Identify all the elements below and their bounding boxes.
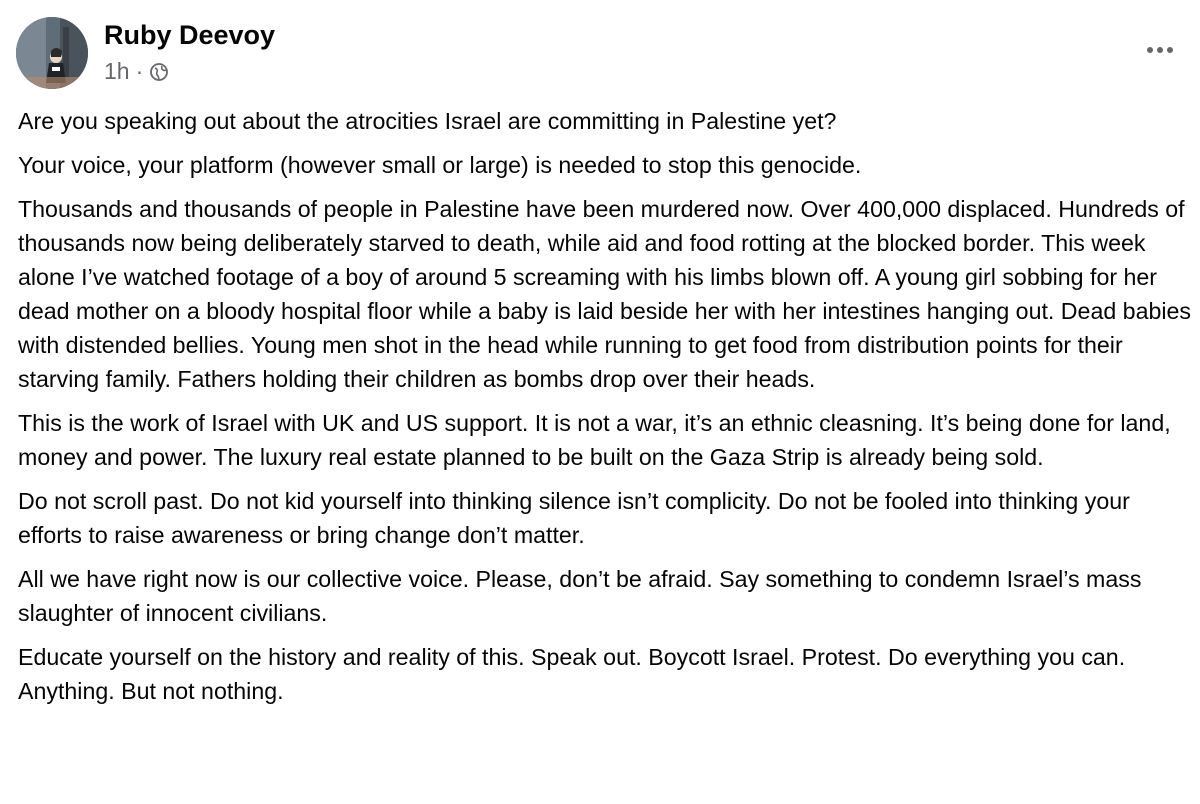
post-paragraph: Do not scroll past. Do not kid yourself into thinking silence isn’t complicity. Do not be fooled into thinking your efforts to raise awareness or bring change don’t matter.	[18, 488, 1130, 548]
post-paragraph: Educate yourself on the history and reality of this. Speak out. Boycott Israel. Protest. Do everything you can. Anything. But not nothing.	[18, 644, 1126, 704]
profile-photo-icon	[16, 17, 88, 89]
post-paragraph: Your voice, your platform (however small or large) is needed to stop this genocide.	[18, 152, 862, 178]
more-options-button[interactable]	[1138, 34, 1182, 66]
globe-icon[interactable]	[149, 61, 169, 81]
post-paragraph: This is the work of Israel with UK and US support. It is not a war, it’s an ethnic cleasning. It’s being done for land, money and power. The luxury real estate planned to be built on the Gaza Strip is already being sold.	[18, 410, 1171, 470]
post-header	[0, 0, 1200, 100]
post-paragraph: All we have right now is our collective voice. Please, don’t be afraid. Say something to condemn Israel’s mass slaughter of innocent civilians.	[18, 566, 1142, 626]
more-options-icon	[1147, 47, 1173, 53]
author-name[interactable]: Ruby Deevoy	[104, 20, 276, 50]
post-paragraph: Thousands and thousands of people in Palestine have been murdered now. Over 400,000 displaced. Hundreds of thousands now being deliberately starved to death, while aid and food rotting at the blocked border. This week alone I’ve watched footage of a boy of around 5 screaming with his limbs blown off. A young girl sobbing for her dead mother on a bloody hospital floor while a baby is laid beside her with her intestines hanging out. Dead babies with distended bellies. Young men shot in the head while running to get food from distribution points for their starving family. Fathers holding their children as bombs drop over their heads.	[18, 196, 1192, 392]
post-body	[18, 104, 1198, 718]
post-paragraph: Are you speaking out about the atrocities Israel are committing in Palestine yet?	[18, 108, 837, 134]
post-timestamp[interactable]: 1h	[104, 57, 130, 84]
author-avatar[interactable]	[16, 17, 88, 89]
post-meta	[104, 58, 169, 84]
meta-separator: ·	[135, 57, 144, 84]
